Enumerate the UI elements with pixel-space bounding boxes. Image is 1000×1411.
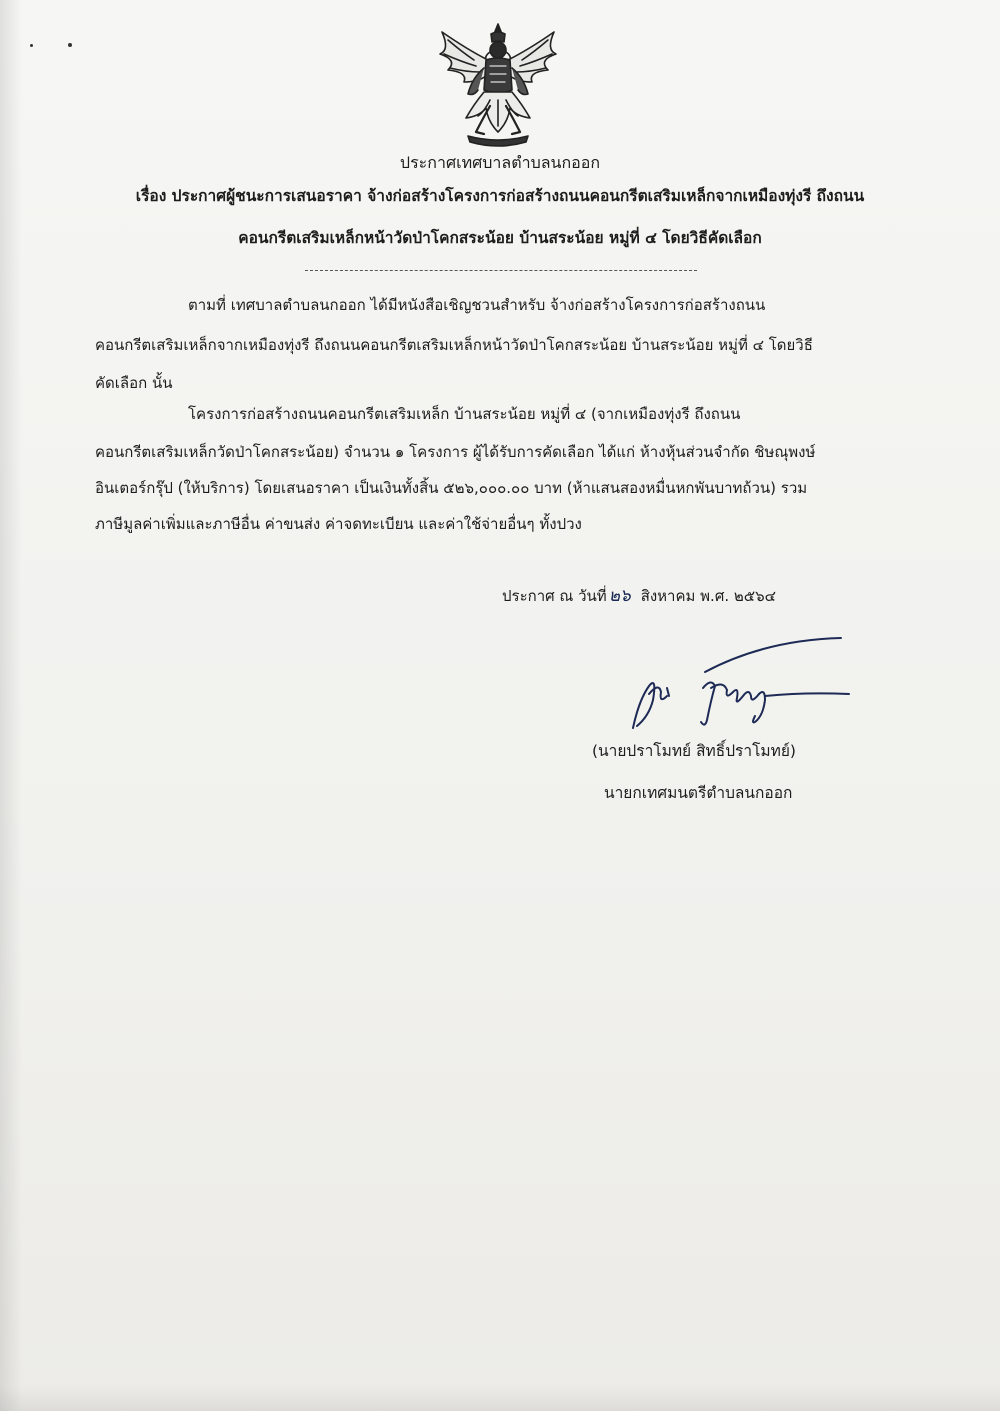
date-month-year: สิงหาคม พ.ศ. ๒๕๖๔	[640, 587, 776, 605]
page-edge-shadow	[0, 0, 22, 1411]
paragraph2-line: ภาษีมูลค่าเพิ่มและภาษีอื่น ค่าขนส่ง ค่าจดทะเบียน และค่าใช้จ่ายอื่นๆ ทั้งปวง	[95, 515, 582, 533]
paragraph2-line: อินเตอร์กรุ๊ป (ให้บริการ) โดยเสนอราคา เป็นเงินทั้งสิ้น ๕๒๖,๐๐๐.๐๐ บาท (ห้าแสนสองหมื่นหกพันบาทถ้วน) รวม	[95, 479, 808, 497]
document-title: ประกาศเทศบาลตำบลนกออก	[399, 153, 601, 172]
subject-line: คอนกรีตเสริมเหล็กหน้าวัดป่าโคกสระน้อย บ้านสระน้อย หมู่ที่ ๔ โดยวิธีคัดเลือก	[238, 229, 762, 247]
subject-line: เรื่อง ประกาศผู้ชนะการเสนอราคา จ้างก่อสร้างโครงการก่อสร้างถนนคอนกรีตเสริมเหล็กจากเหมืองทุ่งรี ถึงถนน	[135, 187, 865, 205]
paragraph2-line: โครงการก่อสร้างถนนคอนกรีตเสริมเหล็ก บ้านสระน้อย หมู่ที่ ๔ (จากเหมืองทุ่งรี ถึงถนน	[188, 405, 741, 423]
signatory-name: (นายปราโมทย์ สิทธิ์ปราโมทย์)	[592, 742, 796, 760]
paper-speck	[30, 44, 33, 47]
paragraph1-line: ตามที่ เทศบาลตำบลนกออก ได้มีหนังสือเชิญชวนสำหรับ จ้างก่อสร้างโครงการก่อสร้างถนน	[188, 296, 766, 314]
paragraph2-line: คอนกรีตเสริมเหล็กวัดป่าโคกสระน้อย) จำนวน ๑ โครงการ ผู้ได้รับการคัดเลือก ได้แก่ ห้างหุ้นส่วนจำกัด ชิษณุพงษ์	[95, 443, 816, 461]
paper-speck	[68, 43, 72, 47]
separator-rule	[305, 270, 697, 271]
paragraph1-line: คอนกรีตเสริมเหล็กจากเหมืองทุ่งรี ถึงถนนคอนกรีตเสริมเหล็กหน้าวัดป่าโคกสระน้อย บ้านสระน้อย หมู่ที่ ๔ โดยวิธี	[95, 336, 813, 354]
date-day-handwritten: ๒๖	[608, 586, 631, 606]
garuda-emblem-icon	[428, 20, 568, 150]
date-prefix: ประกาศ ณ วันที่	[502, 587, 607, 605]
signatory-position: นายกเทศมนตรีตำบลนกออก	[604, 784, 793, 802]
announcement-date	[502, 585, 776, 607]
page-bottom-edge	[0, 1386, 1000, 1411]
paragraph1-line: คัดเลือก นั้น	[95, 374, 173, 392]
signature-icon	[615, 630, 855, 740]
